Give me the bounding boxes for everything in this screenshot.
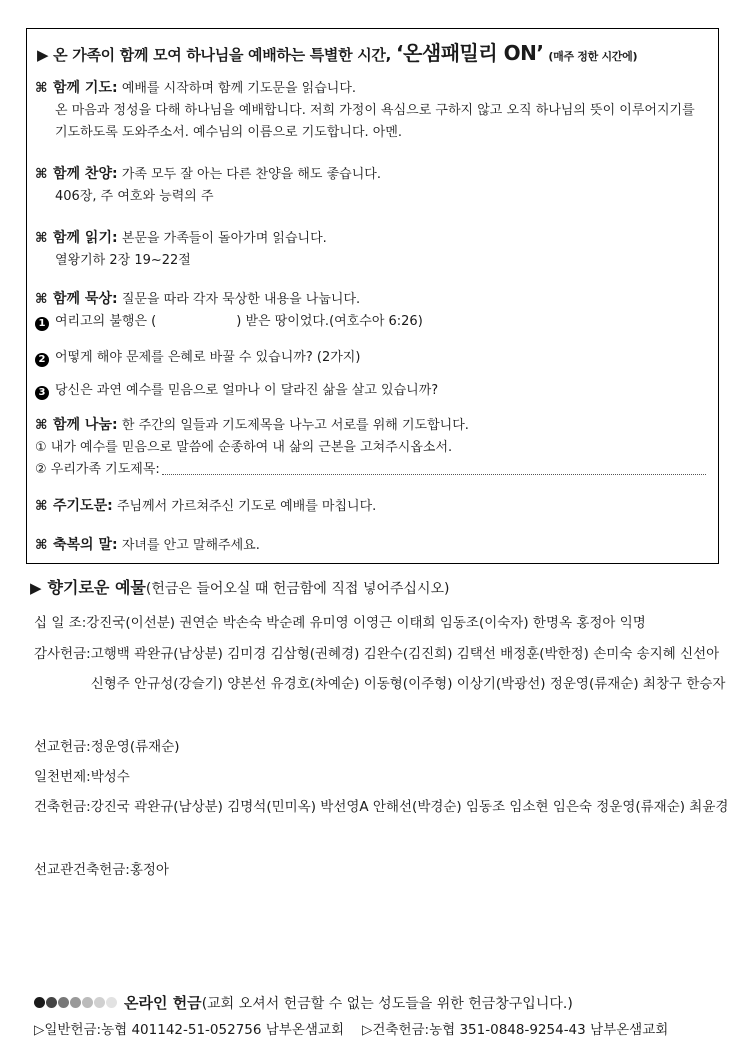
command-icon: ⌘ — [35, 417, 48, 433]
progress-dots-icon — [34, 996, 118, 1012]
section-praise — [35, 163, 710, 208]
reading-body: 열왕기하 2장 19~22절 — [55, 253, 191, 268]
section-prayer — [35, 77, 710, 144]
dot-icon — [106, 997, 117, 1008]
meditation-question-1: 1 여리고의 불행은 ( ) 받은 땅이었다.(여호수아 6:26) — [35, 311, 710, 333]
command-icon: ⌘ — [35, 291, 48, 307]
sharing-item-1: ① 내가 예수를 믿음으로 말씀에 순종하여 내 삶의 근본을 고쳐주시옵소서. — [35, 440, 453, 455]
blessing-head: 축복의 말: — [53, 537, 118, 553]
meditation-desc: 질문을 따라 각자 묵상한 내용을 나눕니다. — [121, 292, 361, 307]
number-badge-icon: 3 — [35, 386, 49, 400]
worship-box-title — [37, 37, 637, 66]
offering-row-thousand: 일천번제: 박성수 — [34, 769, 130, 785]
command-icon: ⌘ — [35, 166, 48, 182]
meditation-question-3: 3 당신은 과연 예수를 믿음으로 얼마나 이 달라진 삶을 살고 있습니까? — [35, 380, 710, 402]
command-icon: ⌘ — [35, 80, 48, 96]
offering-row-thanks: 감사헌금: 고행백 곽완규(남상분) 김미경 김삼형(권혜경) 김완수(김진희) 김택선 배정훈(박한정) 손미숙 송지혜 신선아 신형주 안규성(강슬기) 양본선 유경호(차예순) 이동형(이주형) 이상기(박광선) 정운영(류재순) 최창구 한승자 — [34, 646, 726, 692]
lords-prayer-head: 주기도문: — [53, 498, 113, 514]
meditation-head: 함께 묵상: — [53, 291, 118, 307]
meditation-question-2: 2 어떻게 해야 문제를 은혜로 바꿀 수 있습니까? (2가지) — [35, 347, 710, 369]
reading-head: 함께 읽기: — [53, 230, 118, 246]
title-prefix: ▶ 온 가족이 함께 모여 하나님을 예배하는 특별한 시간, — [37, 46, 392, 64]
section-blessing — [35, 534, 710, 557]
reading-desc: 본문을 가족들이 돌아가며 읽습니다. — [121, 231, 327, 246]
section-meditation — [35, 288, 710, 333]
praise-head: 함께 찬양: — [53, 166, 118, 182]
title-brand: ‘온샘패밀리 ON’ — [395, 41, 544, 65]
online-giving-title: 온라인 헌금 — [124, 994, 202, 1012]
number-badge-icon: 1 — [35, 317, 49, 331]
dot-icon — [70, 997, 81, 1008]
command-icon: ⌘ — [35, 230, 48, 246]
dot-icon — [58, 997, 69, 1008]
section-sharing — [35, 414, 710, 481]
praise-desc: 가족 모두 잘 아는 다른 찬양을 해도 좋습니다. — [121, 167, 381, 182]
offering-note: (헌금은 들어오실 때 헌금함에 직접 넣어주십시오) — [145, 581, 450, 597]
prayer-head: 함께 기도: — [53, 80, 118, 96]
offering-row-building: 건축헌금: 강진국 곽완규(남상분) 김명석(민미옥) 박선영A 안해선(박경순) 임동조 임소현 임은숙 정운영(류재순) 최윤경 — [34, 799, 729, 815]
online-giving-header — [34, 992, 573, 1013]
offering-header — [30, 575, 450, 598]
dot-icon — [94, 997, 105, 1008]
title-suffix: (매주 정한 시간에) — [548, 50, 638, 63]
dot-icon — [46, 997, 57, 1008]
praise-body: 406장, 주 여호와 능력의 주 — [55, 189, 214, 204]
prayer-desc: 예배를 시작하며 함께 기도문을 읽습니다. — [121, 81, 357, 96]
section-reading — [35, 227, 710, 272]
offering-row-mission: 선교헌금: 정운영(류재순) — [34, 739, 180, 755]
dot-icon — [34, 997, 45, 1008]
online-giving-note: (교회 오셔서 헌금할 수 없는 성도들을 위한 헌금창구입니다.) — [201, 996, 573, 1012]
number-badge-icon: 2 — [35, 353, 49, 367]
lords-prayer-desc: 주님께서 가르쳐주신 기도로 예배를 마칩니다. — [117, 499, 377, 514]
prayer-request-line — [162, 474, 706, 475]
sharing-item-2: ② 우리가족 기도제목: — [35, 459, 710, 481]
command-icon: ⌘ — [35, 498, 48, 514]
online-accounts — [34, 1018, 668, 1038]
sharing-desc: 한 주간의 일들과 기도제목을 나누고 서로를 위해 기도합니다. — [121, 418, 469, 433]
prayer-body: 온 마음과 정성을 다해 하나님을 예배합니다. 저희 가정이 욕심으로 구하지 않고 오직 하나님의 뜻이 이루어지기를 기도하도록 도와주소서. 예수님의 이름으로 기도합니다. 아멘. — [55, 103, 695, 140]
offering-row-mission-building: 선교관건축헌금: 홍정아 — [34, 862, 169, 878]
blessing-desc: 자녀를 안고 말해주세요. — [121, 538, 260, 553]
sharing-head: 함께 나눔: — [53, 417, 118, 433]
triangle-icon: ▶ — [30, 579, 42, 597]
command-icon: ⌘ — [35, 537, 48, 553]
general-offering-account: ▷일반헌금:농협 401142-51-052756 남부온샘교회 — [34, 1022, 344, 1038]
family-worship-box — [26, 28, 719, 564]
section-lords-prayer — [35, 495, 710, 518]
offering-row-tithe: 십 일 조: 강진국(이선분) 권연순 박손숙 박순례 유미영 이영근 이태희 임동조(이숙자) 한명옥 홍정아 익명 — [34, 615, 646, 631]
dot-icon — [82, 997, 93, 1008]
offering-title: 향기로운 예물 — [47, 578, 146, 597]
building-offering-account: ▷건축헌금:농협 351-0848-9254-43 남부온샘교회 — [362, 1022, 669, 1038]
